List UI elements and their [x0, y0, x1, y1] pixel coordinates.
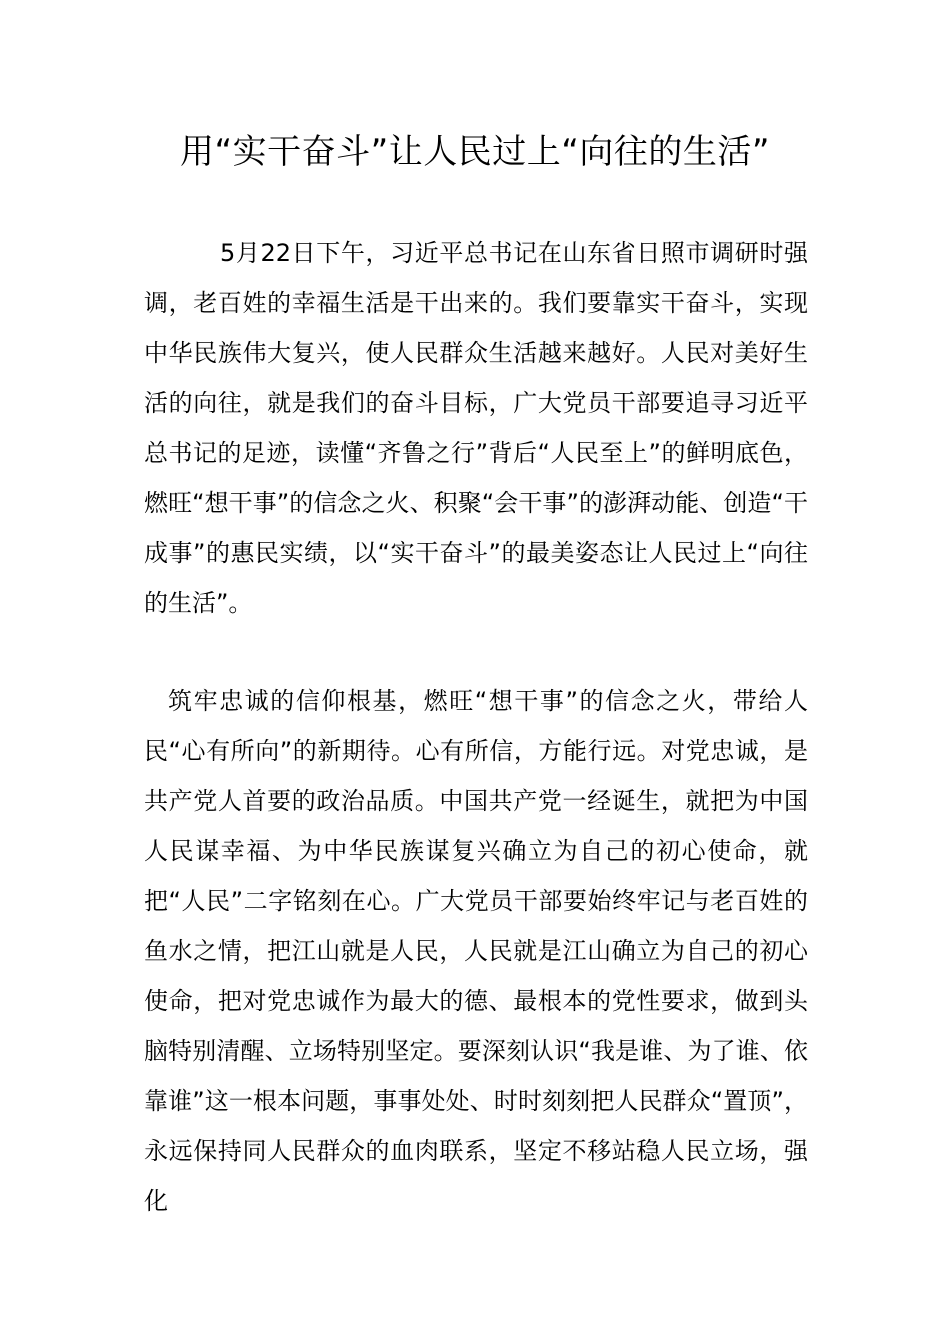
paragraph-1: 5月22日下午，习近平总书记在山东省日照市调研时强调，老百姓的幸福生活是干出来的。我们要靠实干奋斗，实现中华民族伟大复兴，使人民群众生活越来越好。人民对美好生活的向往，就是我们的奋斗目标，广大党员干部要追寻习近平总书记的足迹，读懂“齐鲁之行”背后“人民至上”的鲜明底色，燃旺“想干事”的信念之火、积聚“会干事”的澎湃动能、创造“干成事”的惠民实绩，以“实干奋斗”的最美姿态让人民过上“向往的生活”。: [144, 239, 808, 617]
paragraph-2: 筑牢忠诚的信仰根基，燃旺“想干事”的信念之火，带给人民“心有所向”的新期待。心有所信，方能行远。对党忠诚，是共产党人首要的政治品质。中国共产党一经诞生，就把为中国人民谋幸福、为中华民族谋复兴确立为自己的初心使命，就把“人民”二字铭刻在心。广大党员干部要始终牢记与老百姓的鱼水之情，把江山就是人民，人民就是江山确立为自己的初心使命，把对党忠诚作为最大的德、最根本的党性要求，做到头脑特别清醒、立场特别坚定。要深刻认识“我是谁、为了谁、依靠谁”这一根本问题，事事处处、时时刻刻把人民群众“置顶”，永远保持同人民群众的血肉联系，坚定不移站稳人民立场，强化: [144, 687, 808, 1215]
document-title: 用“实干奋斗”让人民过上“向往的生活”: [180, 132, 770, 172]
